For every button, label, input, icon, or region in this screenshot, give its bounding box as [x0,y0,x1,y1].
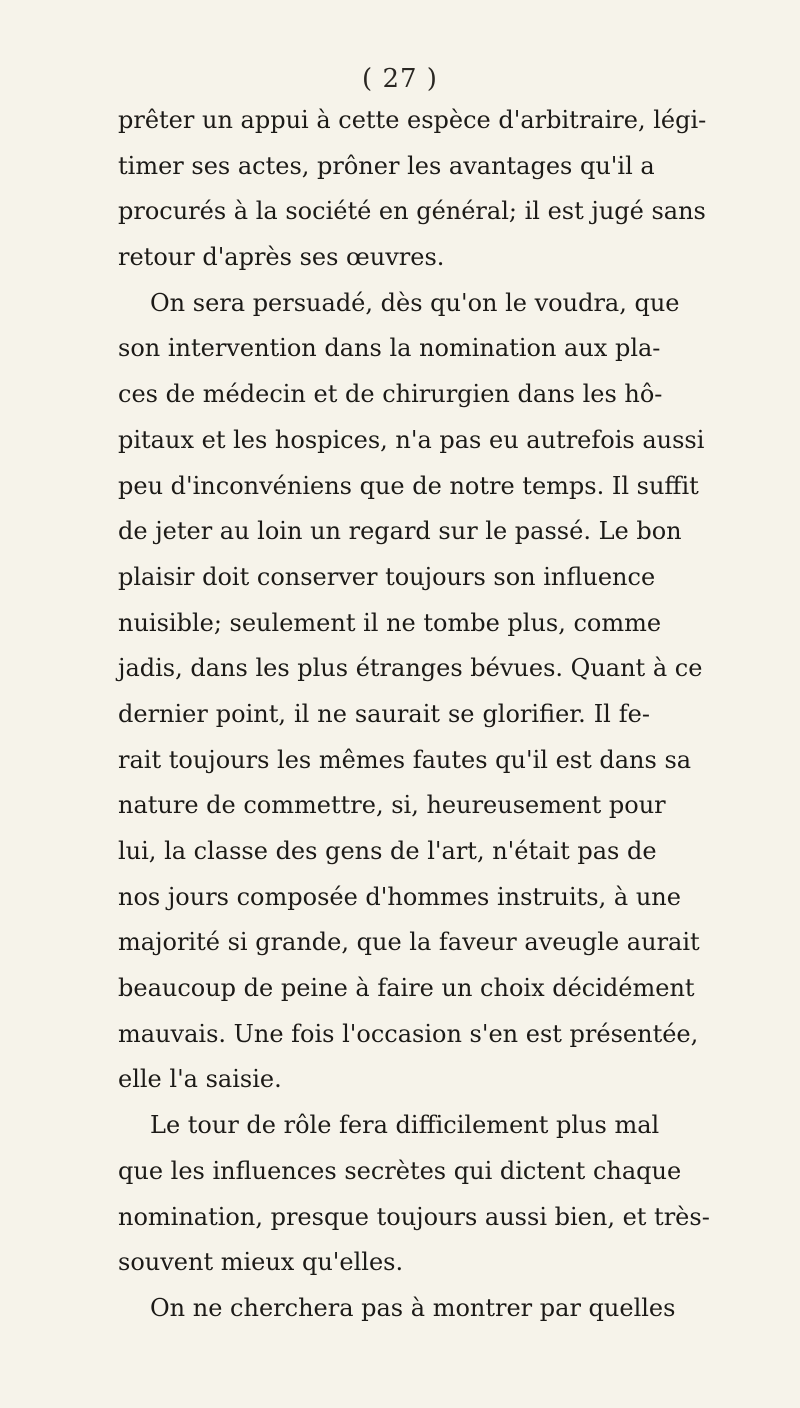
page-number: ( 27 ) [362,64,438,94]
text-line: procurés à la société en général; il est jugé sans [118,197,706,226]
text-line: nuisible; seulement il ne tombe plus, comme [118,608,662,637]
text-line: prêter un appui à cette espèce d'arbitraire, légi- [118,106,707,134]
text-line: rait toujours les mêmes fautes qu'il est dans sa [118,745,692,774]
text-line: jadis, dans les plus étranges bévues. Quant à ce [118,654,703,683]
text-line: timer ses actes, prôner les avantages qu'il a [118,151,655,180]
text-line: elle l'a saisie. [118,1065,282,1094]
text-line: retour d'après ses œuvres. [118,243,445,272]
text-line: pitaux et les hospices, n'a pas eu autrefois aussi [118,425,705,454]
body-text [118,98,710,1332]
text-line: souvent mieux qu'elles. [118,1248,404,1277]
text-line: beaucoup de peine à faire un choix décidément [118,974,695,1003]
text-line: plaisir doit conserver toujours son influence [118,562,656,591]
text-line: nature de commettre, si, heureusement pour [118,791,666,820]
text-line: que les influences secrètes qui dictent chaque [118,1156,682,1185]
text-line: nomination, presque toujours aussi bien, et très- [118,1202,710,1231]
text-line: On sera persuadé, dès qu'on le voudra, que [150,288,680,317]
text-line: On ne cherchera pas à montrer par quelles [150,1293,676,1322]
text-line: peu d'inconvéniens que de notre temps. Il suffit [118,471,699,500]
text-line: ces de médecin et de chirurgien dans les hô- [118,380,663,409]
text-line: de jeter au loin un regard sur le passé. Le bon [118,517,682,546]
text-line: son intervention dans la nomination aux pla- [118,334,661,363]
text-line: mauvais. Une fois l'occasion s'en est présentée, [118,1019,699,1048]
text-line: lui, la classe des gens de l'art, n'était pas de [118,837,657,865]
text-line: majorité si grande, que la faveur aveugle aurait [118,928,700,957]
text-line: nos jours composée d'hommes instruits, à une [118,882,681,911]
text-line: dernier point, il ne saurait se glorifier. Il fe- [118,699,650,728]
text-line: Le tour de rôle fera difficilement plus mal [150,1111,660,1140]
